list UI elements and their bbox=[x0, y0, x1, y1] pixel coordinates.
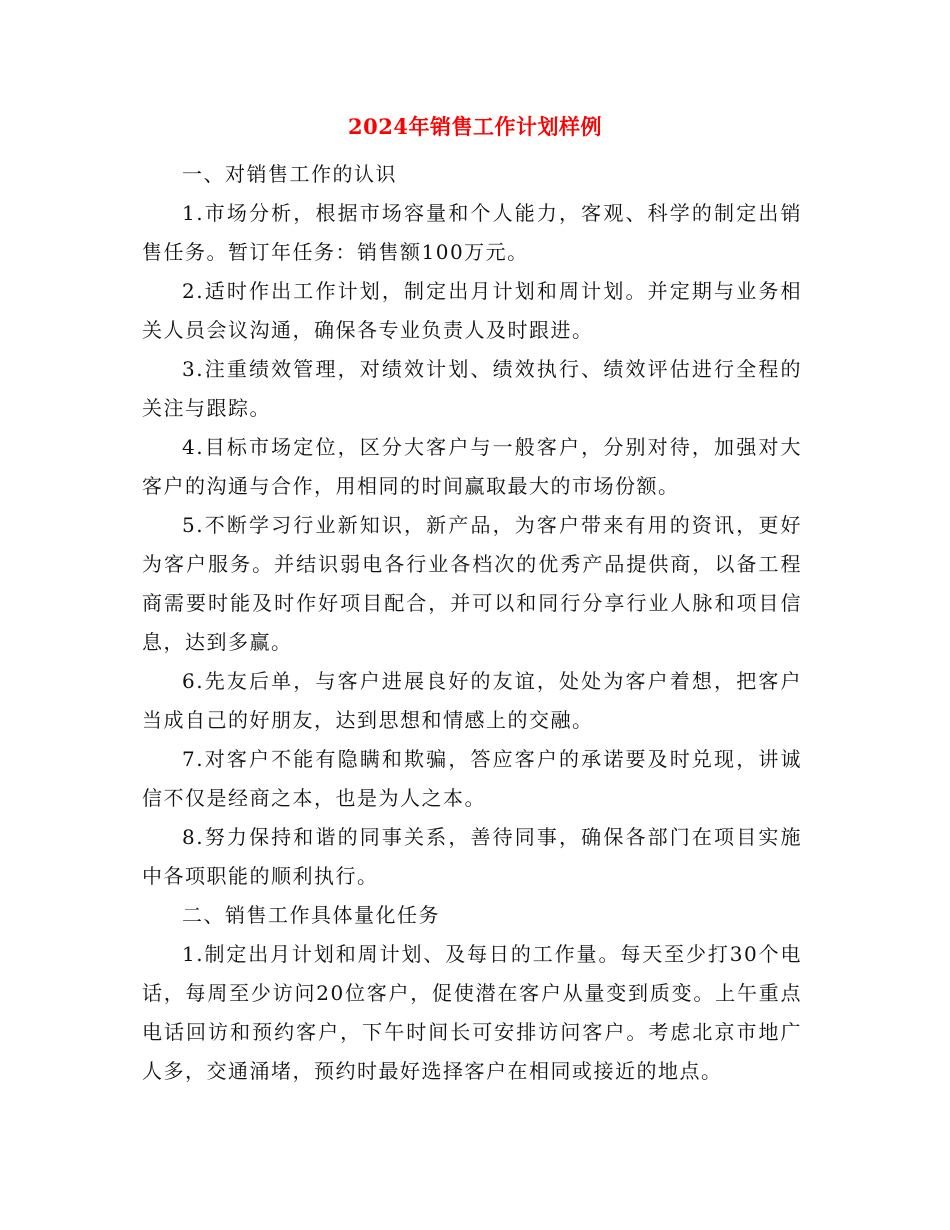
document-title: 2024年销售工作计划样例 bbox=[348, 114, 602, 139]
paragraph-1-1: 1.市场分析，根据市场容量和个人能力，客观、科学的制定出销售任务。暂订年任务：销售额100万元。 bbox=[142, 201, 802, 264]
paragraph-1-6: 6.先友后单，与客户进展良好的友谊，处处为客户着想，把客户当成自己的好朋友，达到思想和情感上的交融。 bbox=[142, 669, 802, 732]
paragraph-1-2: 2.适时作出工作计划，制定出月计划和周计划。并定期与业务相关人员会议沟通，确保各专业负责人及时跟进。 bbox=[142, 279, 802, 342]
paragraph-1-4: 4.目标市场定位，区分大客户与一般客户，分别对待，加强对大客户的沟通与合作，用相同的时间赢取最大的市场份额。 bbox=[142, 435, 802, 498]
section-heading-2: 二、销售工作具体量化任务 bbox=[182, 903, 440, 927]
paragraph-2-1: 1.制定出月计划和周计划、及每日的工作量。每天至少打30个电话，每周至少访问20位客户，促使潜在客户从量变到质变。上午重点电话回访和预约客户，下午时间长可安排访问客户。考虑北京市地广人多，交通涌堵，预约时最好选择客户在相同或接近的地点。 bbox=[142, 942, 802, 1083]
paragraph-1-7: 7.对客户不能有隐瞒和欺骗，答应客户的承诺要及时兑现，讲诚信不仅是经商之本，也是为人之本。 bbox=[142, 747, 802, 810]
paragraph-1-3: 3.注重绩效管理，对绩效计划、绩效执行、绩效评估进行全程的关注与跟踪。 bbox=[142, 357, 802, 420]
section-heading-1: 一、对销售工作的认识 bbox=[182, 162, 397, 186]
document-body bbox=[142, 155, 802, 1091]
paragraph-1-8: 8.努力保持和谐的同事关系，善待同事，确保各部门在项目实施中各项职能的顺利执行。 bbox=[142, 825, 802, 888]
paragraph-1-5: 5.不断学习行业新知识，新产品，为客户带来有用的资讯，更好为客户服务。并结识弱电各行业各档次的优秀产品提供商，以备工程商需要时能及时作好项目配合，并可以和同行分享行业人脉和项目信息，达到多赢。 bbox=[142, 513, 802, 654]
